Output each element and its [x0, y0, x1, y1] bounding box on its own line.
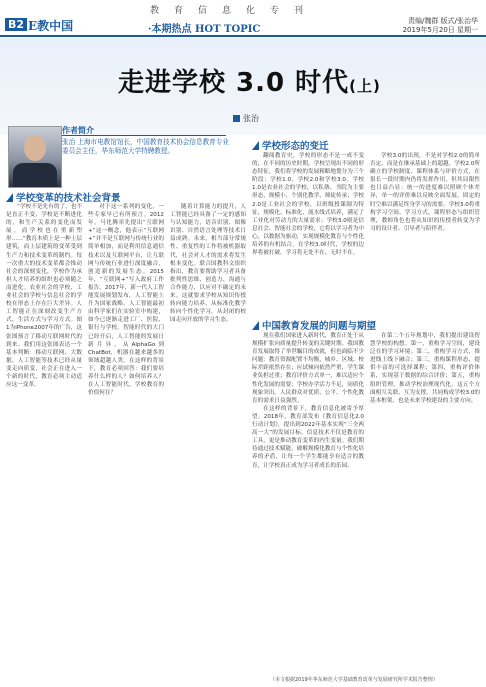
page-number-tag: B2 [5, 18, 27, 31]
author-box-heading: 作者简介 [62, 126, 94, 135]
masthead [0, 0, 486, 38]
section-name: ·本期热点 HOT TOPIC [148, 24, 261, 35]
masthead-rule [0, 35, 486, 37]
footnote: （本文根据2019年华东师范大学基础教育改革与发展研究所学术报告整理） [270, 677, 438, 683]
column-8-text: 在第二个五年规划中，我们提出建设智慧学校的构想。第一，重构学习空间，建设泛在的学习环境；第二，重构学习方式，推进线上线下融合；第三，重构课程形态，提供丰富的可选择课程；第四，重构评价体系，实现基于数据的综合评价；第五，重构组织管理，推动学校治理现代化。这五个方面相互关联、互为支撑，共同构成学校3.0的基本框架，也是未来学校建设的主要方向。 [370, 333, 480, 404]
article-title-suffix: (上) [349, 77, 381, 95]
column-4-text: 翻阅教育史，学校的形态不是一成不变的，在不同的历史时期，学校呈现出不同的形态特征。我们将学校的发展粗略地划分为三个阶段：学校1.0、学校2.0和学校3.0。学校1.0是农业社会的学校，以私塾、书院为主要形态，规模小、个别化教学、师徒传承；学校2.0是工业社会的学校，以班级授课制为特征，规模化、标准化、流水线式培养，满足了工业化对劳动力的大量需求；学校3.0则是信息社会、智能社会的学校，它将以学习者为中心，以数据为驱动，实现规模化教育与个性化培养的有机结合。在学校3.0时代，学校的边界将被打破，学习将无处不在、无时不在。 [252, 153, 364, 257]
byline-marker [233, 115, 240, 122]
issue-date: 2019年5月20日 星期一 [402, 26, 478, 34]
masthead-slogan: 教育信息化专刊 [150, 6, 319, 16]
section-marker-icon [252, 321, 259, 330]
layout-credit: 版式/张治华 [440, 17, 478, 25]
section-heading-3-text: 中国教育发展的问题与期望 [262, 321, 377, 332]
column-5-text: 学校3.0的出现，不是对学校2.0的简单否定，而是在继承基础上的超越。学校2.0所确立的学校制度、课程体系与评价方式，在很长一段时期内仍将发挥作用，但其局限性也日益凸显：统一的进度难以照顾个体差异，单一的评价难以反映全面发展，固定的时空难以满足终身学习的需要。学校3.0将重构学习空间、学习方式、课程形态与组织管理，教师角色也将从知识的传授者转变为学习的设计者、引导者与陪伴者。 [370, 153, 480, 232]
author-photo-body [13, 163, 57, 187]
column-7-text: 在这样的背景下，教育信息化被寄予厚望。2018年，教育部发布《教育信息化2.0行动计划》，提出到2022年基本实现“三全两高一大”的发展目标。信息技术不仅是教育的工具，更是推动教育变革的内生变量。我们期待通过技术赋能，破解规模化教育与个性化培养的矛盾，让每一个学生都能享有适合的教育，让学校真正成为学习者成长的乐园。 [252, 405, 364, 469]
author-description: 张治 上海市电教馆馆长，中国教育技术协会信息教育专业委员会主任，华东师范大学特聘教授。 [62, 138, 229, 155]
article-title [118, 62, 381, 99]
author-name: 张治 [243, 114, 259, 123]
column-2 [88, 203, 164, 673]
masthead-info [403, 17, 478, 35]
section-marker-icon [6, 193, 13, 202]
column-8 [370, 332, 480, 672]
editor-credit: 责编/魏群 [408, 17, 439, 25]
column-6 [252, 332, 364, 672]
column-5 [370, 152, 480, 312]
author-photo-face [24, 135, 46, 161]
section-heading-1-text: 学校变革的技术社会背景 [16, 193, 121, 204]
column-3-text: 随着计算能力的提升，人工智能已经具备了一定的感知与认知能力，语音识别、图像识别、自然语言处理等技术日益成熟。未来，相当部分常规性、重复性的工作将被机器取代，社会对人才的需求将发生根本变化。联合国教科文组织指出，教育要帮助学习者具备批判性思维、创造力、沟通与合作能力，以应对不确定的未来。这就要求学校从知识传授转向能力培养，从标准化教学转向个性化学习，从封闭的校园走向开放的学习生态。 [170, 204, 246, 324]
article-title-text: 走进学校 3.0 时代 [118, 68, 350, 98]
section-marker-icon [252, 141, 259, 150]
section-heading-2-text: 学校形态的变迁 [262, 141, 329, 152]
column-1-text: “学校不是先有的了，也不是直正不变，学校是不断进化的，和生产关系的变化而发展，而学校也在重新塑形……”教育本质上是一种上层建筑，而上层建筑的变革受到生产力和技术变革的制约。每一次重大的技术变革都会推动社会的深刻变化，学校作为承担人才培养的组织也必须随之而进化。农业社会的学校、工业社会的学校与信息社会的学校在形态上存在巨大差异。人工智能正在深刻改变生产方式、生活方式与学习方式。图1为iPhone2007年的广告，这张图预言了移动互联网时代的到来。我们用这张图表达一个基本判断：移动互联网、大数据、人工智能等技术已经从量变走向质变，社会正在进入一个新的时代，教育必须主动适应这一变革。 [6, 204, 82, 389]
paper-name: E教中国 [28, 19, 74, 33]
column-6-text: 现在我们国家进入新时代，教育正处于从规模扩张向质量提升转变的关键时期。我国教育发展取得了举世瞩目的成就，但也面临不少问题：教育资源配置不均衡，城乡、区域、校际差距依然存在；应试倾向依然严重，学生课业负担过重；教育评价方式单一，难以适应个性化发展的需要；学校办学活力不足，同质化现象突出。人民群众对优质、公平、个性化教育的需求日益强烈。 [252, 333, 364, 404]
column-2-text: 对于这一系列的变化，一些专家早已有所预言。2012年，马化腾率先提出“互联网+”这一概念，他表示“互联网+”并不是互联网与传统行业的简单相加，而是利用信息通信技术以及互联网平台，让互联网与传统行业进行深度融合，创造新的发展生态。2015年，“互联网+”写入政府工作报告。2017年，新一代人工智能发展规划发布，人工智能上升为国家战略。人工智能最初由科学家们在实验室中构建，如今已逐渐走进工厂、医院、银行与学校。智能时代的大门已经开启，人工智能的发展日新月异，从AlphaGo到ChatBot，机器在越来越多的领域超越人类。在这样的背景下，教育必须回答：我们要培养什么样的人？如何培养人？在人工智能时代，学校教育的价值何在？ [88, 204, 164, 397]
byline [233, 113, 259, 124]
column-3 [170, 203, 246, 673]
author-photo [8, 126, 62, 188]
section-heading-3 [252, 318, 376, 332]
column-4 [252, 152, 364, 312]
author-box-rule [62, 135, 226, 136]
section-heading-1 [6, 190, 121, 204]
section-heading-2 [252, 138, 329, 152]
column-1 [6, 203, 82, 673]
